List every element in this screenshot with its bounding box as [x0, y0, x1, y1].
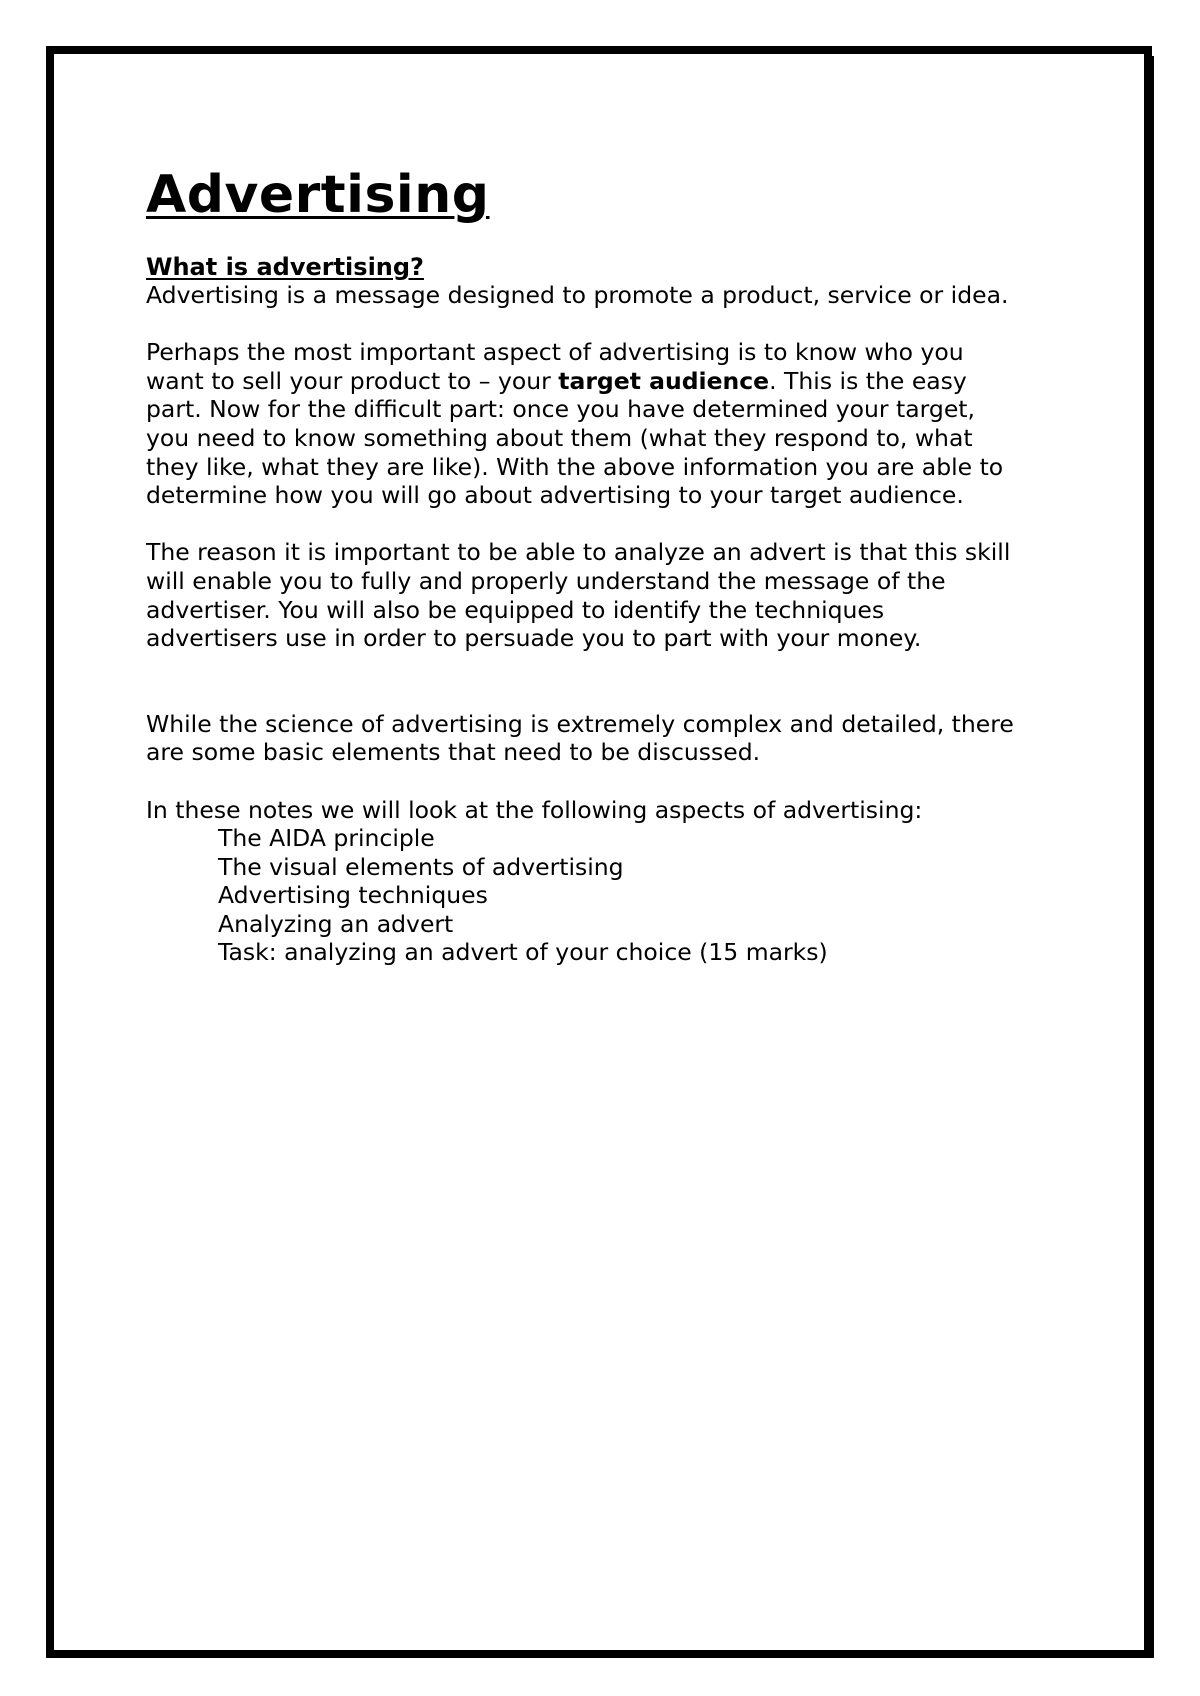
paragraph-line: they like, what they are like). With the above information you are able to	[146, 452, 1004, 481]
aspects-list	[146, 824, 1066, 967]
text-run: want to sell your product to – your	[146, 366, 559, 395]
document-body	[146, 165, 1066, 967]
list-item: Advertising techniques	[218, 881, 488, 910]
section-heading: What is advertising?	[146, 253, 424, 281]
list-item: Analyzing an advert	[218, 909, 454, 938]
paragraph-line: The reason it is important to be able to analyze an advert is that this skill	[146, 538, 1011, 567]
list-item: Task: analyzing an advert of your choice (15 marks)	[218, 938, 828, 967]
list-item: The AIDA principle	[218, 824, 435, 853]
list-item: The visual elements of advertising	[218, 852, 624, 881]
paragraph-line: While the science of advertising is extremely complex and detailed, there	[146, 709, 1014, 738]
paragraph-line: will enable you to fully and properly understand the message of the	[146, 566, 946, 595]
page-title: Advertising	[146, 165, 490, 225]
aspects-intro	[146, 796, 1066, 825]
text-run: . This is the easy	[769, 366, 967, 395]
paragraph-line: you need to know something about them (what they respond to, what	[146, 423, 973, 452]
paragraph-line: advertiser. You will also be equipped to identify the techniques	[146, 595, 885, 624]
paragraph-line: determine how you will go about advertising to your target audience.	[146, 481, 964, 510]
aspects-intro-text: In these notes we will look at the following aspects of advertising:	[146, 795, 923, 824]
science-paragraph	[146, 710, 1066, 767]
paragraph-line	[146, 367, 1066, 396]
target-audience-paragraph	[146, 338, 1066, 510]
target-audience-term: target audience	[558, 366, 770, 395]
paragraph-line: advertisers use in order to persuade you to part with your money.	[146, 624, 922, 653]
analyze-advert-paragraph	[146, 538, 1066, 652]
paragraph-line: part. Now for the difficult part: once you have determined your target,	[146, 395, 975, 424]
definition-paragraph	[146, 281, 1066, 310]
paragraph-line: are some basic elements that need to be discussed.	[146, 738, 761, 767]
definition-text: Advertising is a message designed to promote a product, service or idea.	[146, 281, 1009, 309]
paragraph-line: Perhaps the most important aspect of advertising is to know who you	[146, 338, 964, 367]
